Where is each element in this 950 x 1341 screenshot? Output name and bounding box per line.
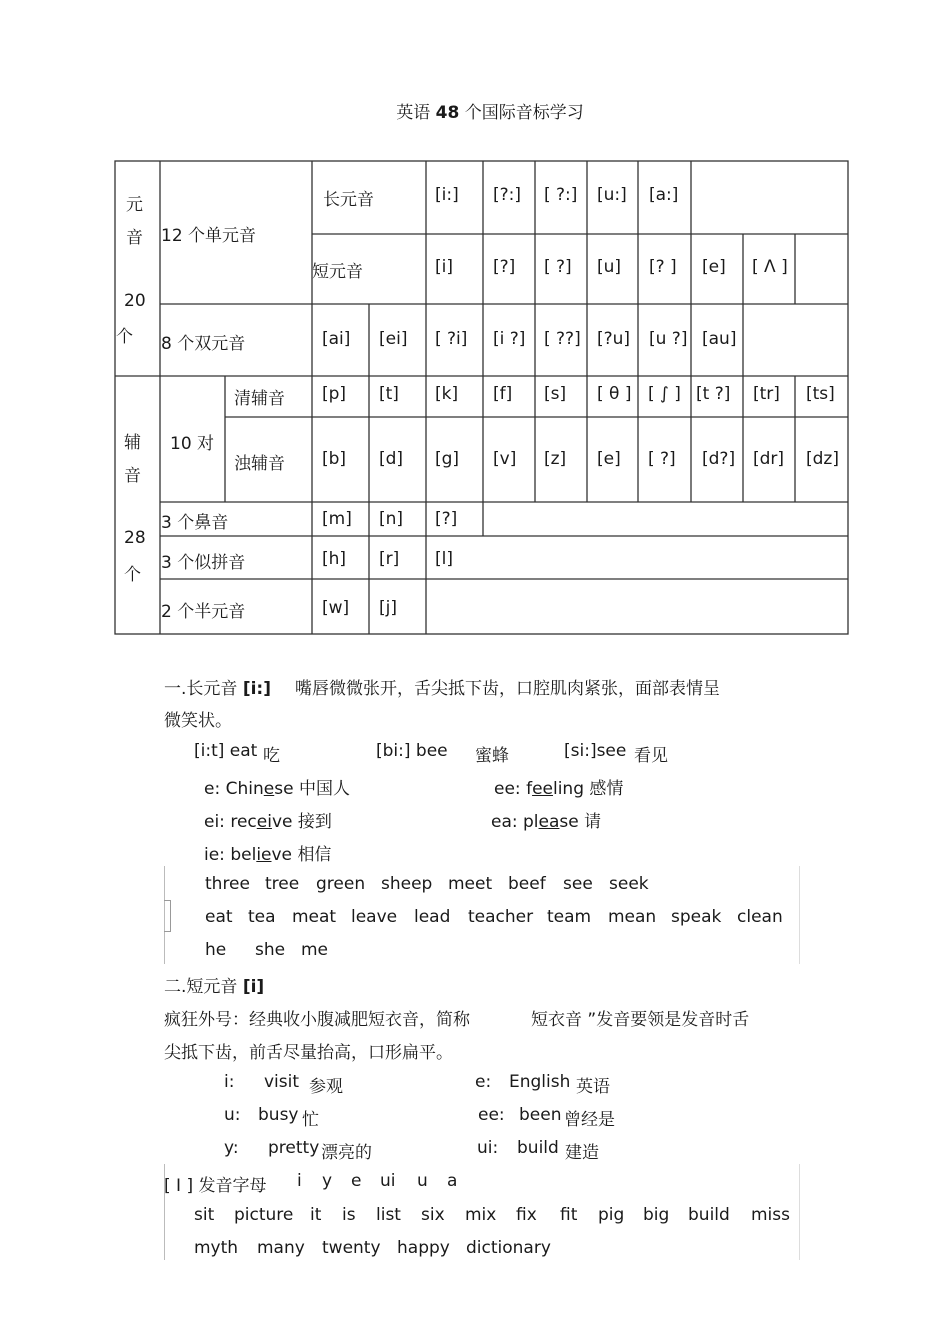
diphthong-symbol: [ai] xyxy=(322,329,351,349)
example-meaning: 漂亮的 xyxy=(321,1143,372,1163)
long-vowel-symbol: [ ?:] xyxy=(544,185,578,205)
word-part-underlined: ie xyxy=(256,845,272,865)
voiceless-symbol: [t ?] xyxy=(696,384,731,404)
spelling-example xyxy=(491,807,601,832)
section1-description-line2: 微笑状。 xyxy=(164,711,232,731)
section2-title: 短元音 xyxy=(186,977,238,997)
nasal-symbol: [?] xyxy=(435,509,458,529)
example-word: been xyxy=(519,1105,562,1125)
word: seek xyxy=(609,874,649,894)
short-vowel-symbol: [ ?] xyxy=(544,257,572,277)
example-meaning: 参观 xyxy=(309,1077,343,1097)
spelling-meaning: 相信 xyxy=(297,845,332,865)
consonant-label-char1: 辅 xyxy=(124,433,141,453)
short-vowel-symbol: [?] xyxy=(493,257,516,277)
semivowel-symbol: [w] xyxy=(322,598,350,618)
example-meaning: 看见 xyxy=(634,746,668,766)
voiced-symbol: [d?] xyxy=(702,449,736,469)
word: teacher xyxy=(468,907,534,927)
voiceless-symbol: [f] xyxy=(493,384,513,404)
voiced-symbol: [g] xyxy=(435,449,460,469)
word-part: f xyxy=(526,779,533,799)
example-word: [bi:] bee xyxy=(376,741,448,761)
voiced-symbol: [e] xyxy=(597,449,621,469)
spelling-key: ui: xyxy=(477,1138,499,1158)
word-part: bel xyxy=(230,845,257,865)
word: clean xyxy=(737,907,783,927)
spelling-key: e: xyxy=(204,779,221,799)
long-vowel-symbol: [a:] xyxy=(649,185,679,205)
word: fix xyxy=(516,1205,537,1225)
diphthong-symbol: [?u] xyxy=(597,329,631,349)
word: he xyxy=(205,940,227,960)
title-suffix: 个国际音标学习 xyxy=(464,103,584,123)
liquid-symbol: [l] xyxy=(435,549,453,569)
voiced-symbol: [dr] xyxy=(753,449,785,469)
spelling-key: u: xyxy=(224,1105,241,1125)
diphthong-symbol: [ ?i] xyxy=(435,329,468,349)
word: tree xyxy=(265,874,300,894)
example-word: [si:]see xyxy=(564,741,627,761)
word: me xyxy=(301,940,329,960)
liquid-symbol: [h] xyxy=(322,549,347,569)
word: green xyxy=(316,874,366,894)
section2-description-line1a: 疯狂外号：经典收小腹减肥短衣音，简称 xyxy=(164,1010,470,1030)
long-vowel-symbol: [i:] xyxy=(435,185,459,205)
section2-symbol: [i] xyxy=(242,977,265,997)
word-part: Chin xyxy=(225,779,264,799)
short-vowel-symbol: [ Λ ] xyxy=(752,257,788,277)
section1-number: 一. xyxy=(164,679,187,699)
voiceless-symbol: [ θ ] xyxy=(597,384,632,404)
spelling-key: ee: xyxy=(478,1105,505,1125)
spelling-key: e: xyxy=(475,1072,492,1092)
word: happy xyxy=(397,1238,450,1258)
word: team xyxy=(547,907,592,927)
spelling-key: i: xyxy=(224,1072,235,1092)
diphthong-symbol: [i ?] xyxy=(493,329,526,349)
liquid-symbol: [r] xyxy=(379,549,400,569)
spelling-meaning: 中国人 xyxy=(298,779,350,799)
word: lead xyxy=(414,907,451,927)
page-title xyxy=(0,98,950,123)
word: leave xyxy=(351,907,398,927)
example-word: visit xyxy=(264,1072,300,1092)
word: speak xyxy=(671,907,722,927)
voiceless-symbol: [k] xyxy=(435,384,459,404)
example-meaning: 英语 xyxy=(576,1077,610,1097)
word: sheep xyxy=(381,874,433,894)
word: many xyxy=(257,1238,305,1258)
diphthong-label: 8 个双元音 xyxy=(161,334,246,354)
word: meet xyxy=(448,874,493,894)
voiceless-label: 清辅音 xyxy=(234,389,285,409)
spelling-example xyxy=(494,774,623,799)
word-part: ve xyxy=(271,845,293,865)
section2-number: 二. xyxy=(164,977,187,997)
voiced-symbol: [dz] xyxy=(806,449,839,469)
word-part-underlined: ea xyxy=(538,812,560,832)
example-meaning: 吃 xyxy=(263,746,280,766)
spelling-example xyxy=(204,840,331,865)
vowel-unit: 个 xyxy=(116,327,133,347)
example-meaning: 忙 xyxy=(302,1110,319,1130)
word: picture xyxy=(234,1205,294,1225)
section2-description-line1b: 短衣音 ”发音要领是发音时舌 xyxy=(531,1010,750,1030)
spelling-key: ei: xyxy=(204,812,225,832)
diphthong-symbol: [ ??] xyxy=(544,329,581,349)
voiceless-symbol: [ts] xyxy=(806,384,835,404)
voiced-label: 浊辅音 xyxy=(234,454,285,474)
word-part-underlined: e xyxy=(263,779,275,799)
word-part: ve xyxy=(271,812,293,832)
spelling-meaning: 感情 xyxy=(589,779,624,799)
letter: u xyxy=(417,1171,428,1191)
short-vowel-symbol: [i] xyxy=(435,257,453,277)
section2-description-line2: 尖抵下齿，前舌尽量抬高，口形扁平。 xyxy=(164,1043,453,1063)
long-vowel-label: 长元音 xyxy=(323,190,374,210)
short-vowel-symbol: [e] xyxy=(702,257,726,277)
voiced-symbol: [ ?] xyxy=(648,449,676,469)
letters-label: [ I ] 发音字母 xyxy=(164,1176,267,1196)
diphthong-symbol: [ei] xyxy=(379,329,408,349)
consonant-unit: 个 xyxy=(124,565,141,585)
word: myth xyxy=(194,1238,239,1258)
consonant-label-char2: 音 xyxy=(124,466,141,486)
short-vowel-label: 短元音 xyxy=(312,262,363,282)
voiceless-symbol: [p] xyxy=(322,384,347,404)
word: fit xyxy=(560,1205,578,1225)
spelling-meaning: 接到 xyxy=(297,812,332,832)
word: meat xyxy=(292,907,337,927)
word: she xyxy=(255,940,286,960)
letter: i xyxy=(297,1171,302,1191)
word: see xyxy=(563,874,593,894)
word-part-underlined: ee xyxy=(532,779,553,799)
section1-title: 长元音 xyxy=(186,679,238,699)
letter: ui xyxy=(380,1171,396,1191)
word: miss xyxy=(751,1205,790,1225)
word: eat xyxy=(205,907,233,927)
word-part: rec xyxy=(230,812,257,832)
word: sit xyxy=(194,1205,215,1225)
liquid-label: 3 个似拼音 xyxy=(161,553,246,573)
word: twenty xyxy=(322,1238,381,1258)
long-vowel-symbol: [?:] xyxy=(493,185,522,205)
section1-symbol: [i:] xyxy=(242,679,271,699)
title-number: 48 xyxy=(435,103,460,123)
voiceless-symbol: [s] xyxy=(544,384,567,404)
voiced-symbol: [z] xyxy=(544,449,567,469)
example-word: pretty xyxy=(268,1138,320,1158)
letter: e xyxy=(351,1171,362,1191)
word: mix xyxy=(465,1205,497,1225)
example-word: build xyxy=(517,1138,559,1158)
word-part: ling xyxy=(552,779,584,799)
word-part-underlined: ei xyxy=(256,812,272,832)
word: beef xyxy=(508,874,546,894)
example-meaning: 蜜蜂 xyxy=(475,746,509,766)
section1-description-line1: 嘴唇微微张开，舌尖抵下齿，口腔肌肉紧张，面部表情呈 xyxy=(295,679,720,699)
pairs-label: 10 对 xyxy=(170,434,215,454)
long-vowel-symbol: [u:] xyxy=(597,185,627,205)
spelling-key: y: xyxy=(224,1138,239,1158)
word: is xyxy=(342,1205,356,1225)
semivowel-label: 2 个半元音 xyxy=(161,602,246,622)
spelling-meaning: 请 xyxy=(584,812,602,832)
consonant-count: 28 xyxy=(124,528,146,548)
vowel-label-char1: 元 xyxy=(126,195,143,215)
word: list xyxy=(376,1205,401,1225)
voiceless-symbol: [tr] xyxy=(753,384,780,404)
vowel-label-char2: 音 xyxy=(126,228,143,248)
short-vowel-symbol: [u] xyxy=(597,257,622,277)
nasal-symbol: [n] xyxy=(379,509,404,529)
word: dictionary xyxy=(466,1238,551,1258)
letter: y xyxy=(322,1171,333,1191)
voiceless-symbol: [ ∫ ] xyxy=(648,384,681,404)
spelling-example xyxy=(204,807,332,832)
word: six xyxy=(421,1205,445,1225)
letter: a xyxy=(447,1171,458,1191)
example-meaning: 建造 xyxy=(565,1143,599,1163)
word: three xyxy=(205,874,250,894)
spelling-key: ie: xyxy=(204,845,225,865)
voiced-symbol: [d] xyxy=(379,449,404,469)
monophthong-label: 12 个单元音 xyxy=(161,226,257,246)
word-part: se xyxy=(274,779,294,799)
word-part: pl xyxy=(523,812,539,832)
section2-heading xyxy=(164,972,264,997)
example-word: [i:t] eat xyxy=(194,741,258,761)
spelling-key: ee: xyxy=(494,779,521,799)
nasal-symbol: [m] xyxy=(322,509,352,529)
word: big xyxy=(643,1205,670,1225)
voiceless-symbol: [t] xyxy=(379,384,399,404)
spelling-example xyxy=(204,774,350,799)
example-word: busy xyxy=(258,1105,299,1125)
voiced-symbol: [v] xyxy=(493,449,517,469)
example-word: English xyxy=(509,1072,571,1092)
word: it xyxy=(310,1205,322,1225)
word: build xyxy=(688,1205,730,1225)
diphthong-symbol: [au] xyxy=(702,329,737,349)
diphthong-symbol: [u ?] xyxy=(649,329,688,349)
word-part: se xyxy=(559,812,579,832)
vowel-count: 20 xyxy=(124,291,146,311)
word: mean xyxy=(608,907,657,927)
nasal-label: 3 个鼻音 xyxy=(161,513,229,533)
word: tea xyxy=(248,907,276,927)
section1-heading xyxy=(164,674,271,699)
short-vowel-symbol: [? ] xyxy=(649,257,677,277)
voiced-symbol: [b] xyxy=(322,449,347,469)
bracket-mark xyxy=(164,900,171,932)
semivowel-symbol: [j] xyxy=(379,598,397,618)
spelling-key: ea: xyxy=(491,812,518,832)
word: pig xyxy=(598,1205,625,1225)
title-prefix: 英语 xyxy=(396,103,431,123)
example-meaning: 曾经是 xyxy=(564,1110,615,1130)
